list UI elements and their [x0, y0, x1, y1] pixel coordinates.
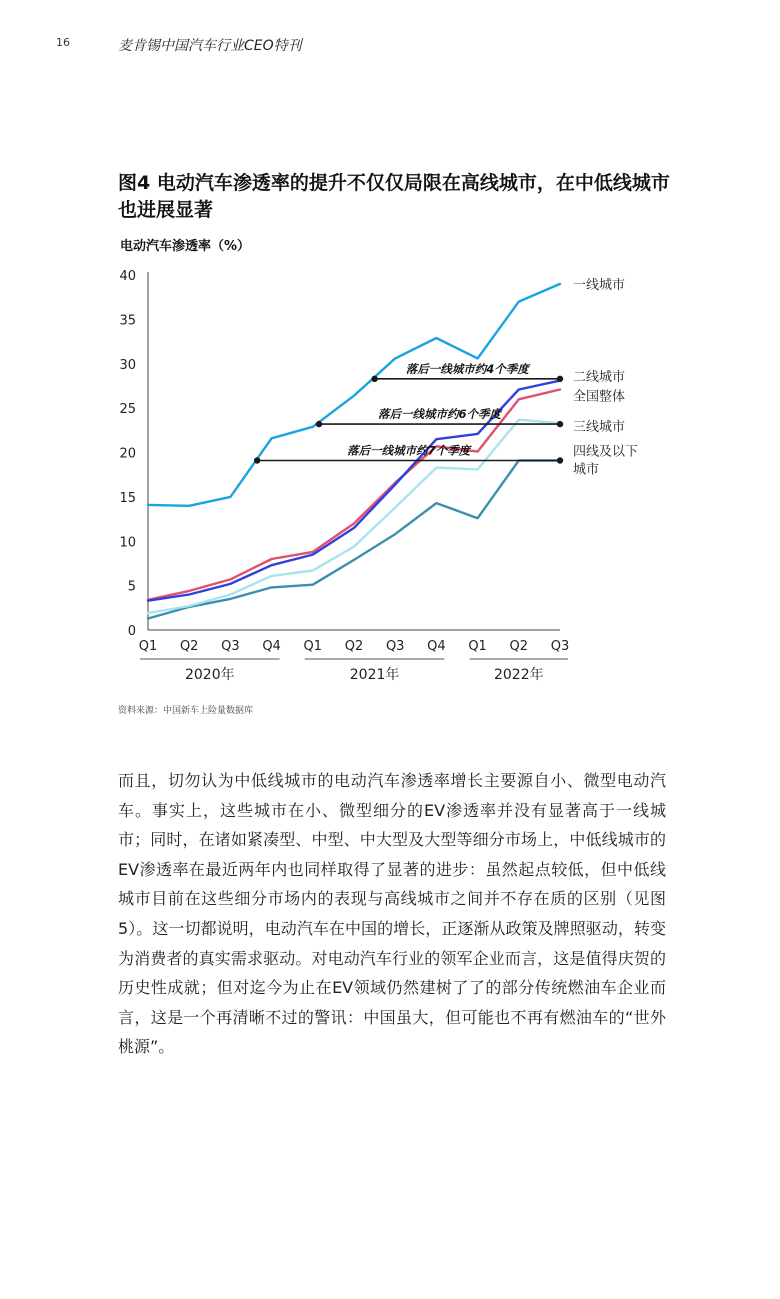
y-tick-label: 25 — [119, 402, 136, 418]
annotation-end-dot — [557, 376, 563, 382]
x-tick-label: Q3 — [221, 639, 240, 654]
annotation-label: 落后一线城市约6个季度 — [377, 407, 501, 422]
x-tick-label: Q3 — [550, 639, 570, 654]
legend-label: 四线及以下 — [573, 444, 639, 460]
annotation-start-dot — [254, 457, 260, 463]
year-group-label: 2021年 — [349, 667, 400, 683]
legend-label: 二线城市 — [573, 370, 626, 386]
y-tick-label: 30 — [119, 357, 136, 373]
annotation-end-dot — [557, 457, 563, 463]
y-tick-label: 15 — [119, 490, 136, 506]
legend-label: 城市 — [573, 462, 600, 478]
x-tick-label: Q1 — [138, 639, 158, 654]
legend-label: 三线城市 — [573, 419, 626, 435]
year-group-label: 2020年 — [184, 667, 235, 683]
source-note: 资料来源：中国新车上险量数据库 — [118, 706, 254, 716]
annotation-label: 落后一线城市约7个季度 — [347, 443, 471, 458]
x-tick-label: Q1 — [303, 639, 323, 654]
x-tick-label: Q1 — [468, 639, 487, 654]
figure-title: 图4 电动汽车渗透率的提升不仅仅局限在高线城市，在中低线城市也进展显著 — [118, 172, 670, 221]
x-tick-label: Q2 — [509, 639, 529, 654]
x-tick-label: Q3 — [385, 639, 405, 654]
legend-label: 全国整体 — [573, 389, 626, 405]
y-tick-label: 35 — [119, 313, 136, 329]
y-tick-label: 40 — [119, 269, 136, 284]
year-group-label: 2022年 — [493, 667, 544, 683]
x-tick-label: Q4 — [262, 639, 281, 654]
series-line — [148, 461, 560, 619]
body-paragraph: 而且，切勿认为中低线城市的电动汽车渗透率增长主要源自小、微型电动汽车。事实上，这些城市在小、微型细分的EV渗透率并没有显著高于一线城市；同时，在诸如紧凑型、中型、中大型及大型等细分市场上，中低线城市的EV渗透率在最近两年内也同样取得了显著的进步：虽然起点较低，但中低线城市目前在这些细分市场内的表现与高线城市之间并不存在质的区别（见图5）。这一切都说明，电动汽车在中国的增长，正逐渐从政策及牌照驱动，转变为消费者的真实需求驱动。对电动汽车行业的领军企业而言，这是值得庆贺的历史性成就；但对迄今为止在EV领域仍然建树了了的部分传统燃油车企业而言，这是一个再清晰不过的警讯：中国虽大，但可能也不再有燃油车的“世外桃源”。 — [118, 771, 666, 1057]
line-chart — [0, 260, 780, 690]
x-tick-label: Q2 — [179, 639, 199, 654]
page-number: 16 — [56, 36, 70, 49]
x-tick-label: Q2 — [344, 639, 364, 654]
annotation-start-dot — [316, 421, 322, 427]
annotation-start-dot — [371, 376, 377, 382]
y-tick-label: 5 — [127, 579, 136, 595]
y-tick-label: 0 — [127, 624, 136, 639]
series-line — [148, 284, 560, 506]
annotation-label: 落后一线城市约4个季度 — [405, 361, 529, 376]
running-header: 麦肯锡中国汽车行业CEO特刊 — [118, 38, 302, 54]
chart-title: 电动汽车渗透率（%） — [120, 239, 251, 254]
x-tick-label: Q4 — [427, 639, 446, 654]
legend-label: 一线城市 — [573, 277, 626, 293]
annotation-end-dot — [557, 421, 563, 427]
y-tick-label: 10 — [119, 535, 136, 551]
y-tick-label: 20 — [119, 446, 136, 462]
